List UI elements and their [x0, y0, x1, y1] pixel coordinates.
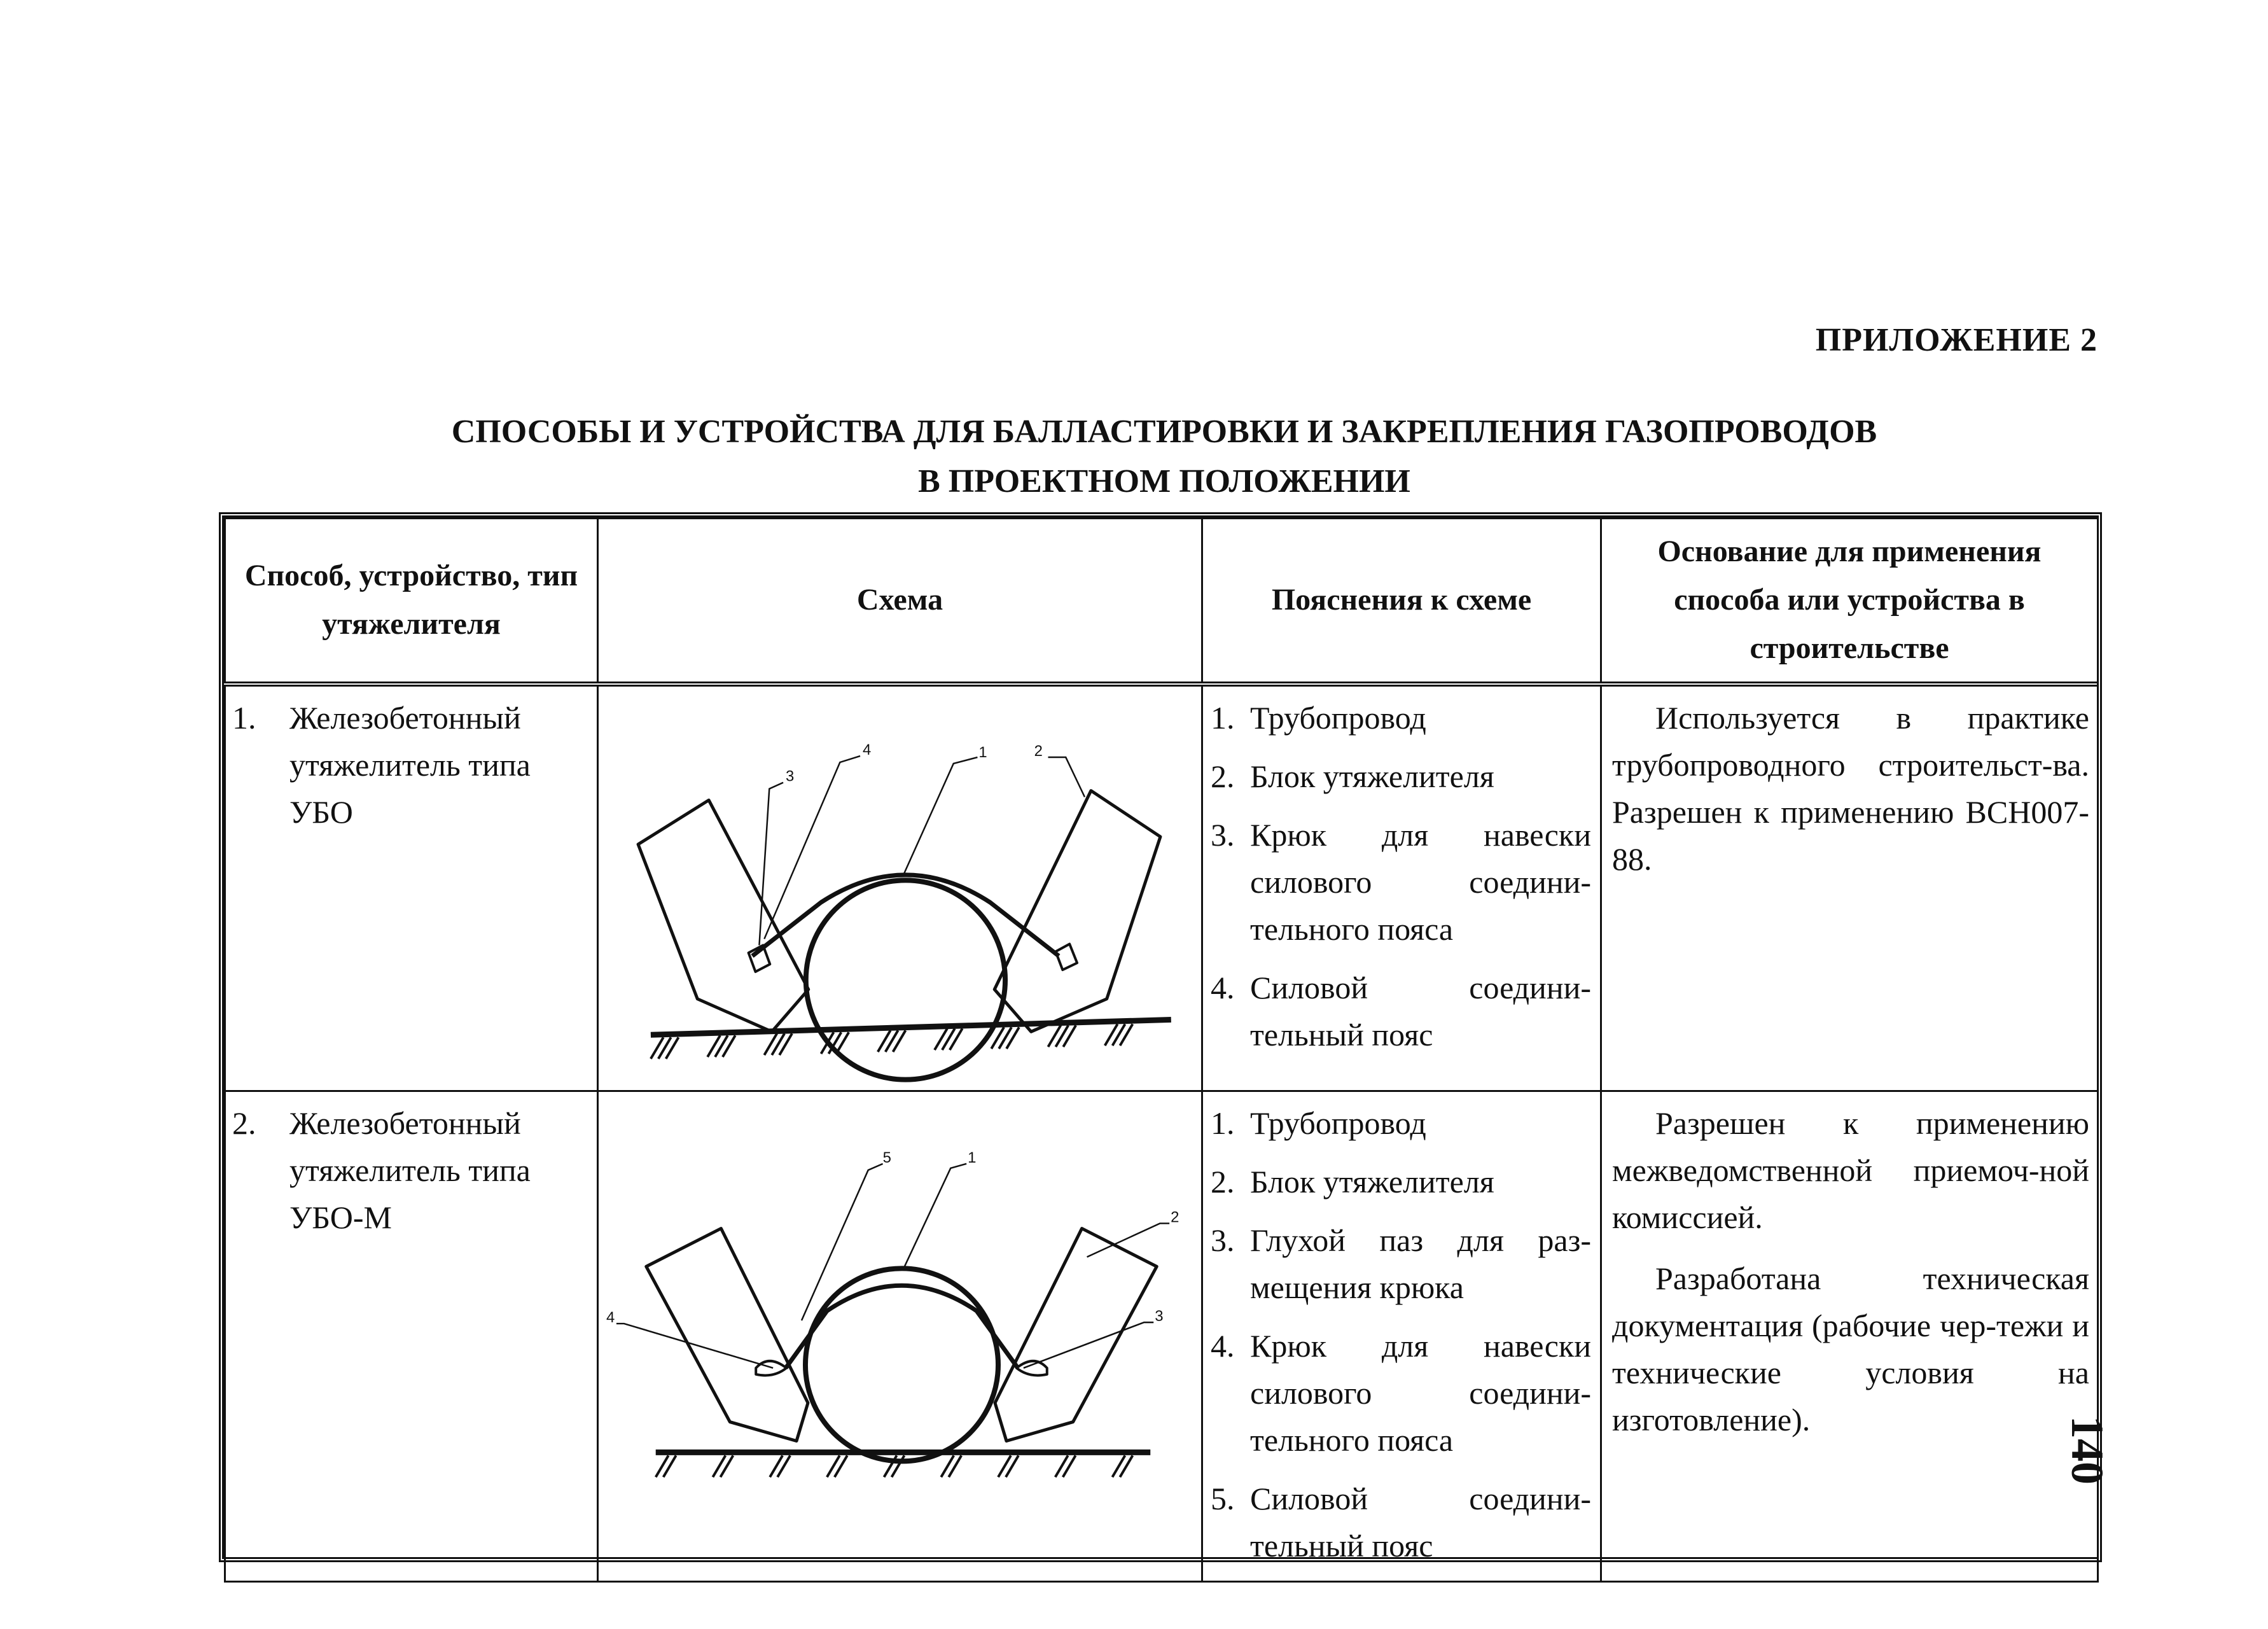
scheme-label: 5 [882, 1149, 891, 1166]
ubo-weight-diagram [599, 687, 1201, 1091]
note-item: 5. Силовой соедини-тельный пояс [1211, 1481, 1591, 1563]
power-belt [753, 874, 1059, 955]
ballast-methods-table [219, 512, 2102, 1562]
scheme-label: 3 [786, 767, 795, 785]
weight-block-left [646, 1229, 808, 1441]
table-row [225, 1091, 2098, 1582]
notes-cell [1202, 684, 1601, 1091]
power-belt [786, 1285, 1018, 1368]
note-item: 3. Крюк для навески силового соедини-тельного пояса [1211, 816, 1591, 947]
scheme-label: 4 [606, 1309, 615, 1327]
basis-cell [1601, 1091, 2098, 1582]
title-line-2: В ПРОЕКТНОМ ПОЛОЖЕНИИ [918, 463, 1410, 500]
basis-paragraph: Используется в практике трубопроводного строительст-ва. Разрешен к применению ВСН007-88. [1612, 699, 2089, 877]
scheme-label: 1 [968, 1149, 977, 1166]
row-number: 1. [232, 699, 256, 736]
table-row [225, 684, 2098, 1091]
scheme-label: 2 [1171, 1208, 1179, 1226]
table-header-row [225, 519, 2098, 684]
note-item: 4. Силовой соедини-тельный пояс [1211, 969, 1591, 1052]
notes-cell [1202, 1091, 1601, 1582]
header-notes: Пояснения к схеме [1202, 519, 1601, 684]
note-item: 4. Крюк для навески силового соедини-тельного пояса [1211, 1328, 1591, 1458]
method-cell [225, 1091, 598, 1582]
scheme-cell [598, 684, 1202, 1091]
ubo-m-weight-diagram [599, 1092, 1201, 1581]
method-line: Железобетонный [289, 699, 521, 736]
leader-lines [616, 1164, 1169, 1368]
note-item: 2. Блок утяжелителя [1211, 758, 1494, 794]
page-number: 140 [2062, 1416, 2113, 1485]
header-method: Способ, устройство, тип утяжелителя [225, 519, 598, 684]
note-item: 3. Глухой паз для раз-мещения крюка [1211, 1222, 1591, 1305]
appendix-label: ПРИЛОЖЕНИЕ 2 [1815, 322, 2098, 358]
weight-block-left [638, 800, 809, 1031]
hook-right [1055, 944, 1077, 970]
leader-lines [759, 756, 1085, 945]
hook-right [1017, 1361, 1047, 1376]
header-scheme: Схема [598, 519, 1202, 684]
method-line: утяжелитель типа [289, 746, 531, 783]
basis-paragraph: Разрешен к применению межведомственной приемоч-ной комиссией. [1612, 1105, 2089, 1235]
title-line-1: СПОСОБЫ И УСТРОЙСТВА ДЛЯ БАЛЛАСТИРОВКИ И ЗАКРЕПЛЕНИЯ ГАЗОПРОВОДОВ [451, 414, 1877, 450]
scheme-label: 1 [978, 743, 987, 761]
scheme-label: 4 [863, 741, 872, 759]
note-item: 1. Трубопровод [1211, 699, 1426, 736]
scheme-label: 3 [1155, 1308, 1164, 1325]
header-basis: Основание для применения способа или устройства в строительстве [1601, 519, 2098, 684]
weight-block-right [995, 1229, 1157, 1441]
method-line: Железобетонный [289, 1105, 521, 1141]
row-number: 2. [232, 1105, 256, 1141]
pipeline-circle [805, 1268, 998, 1461]
ground-hatching [656, 1455, 1133, 1477]
method-line: УБО-М [289, 1199, 392, 1235]
ground-line [651, 1019, 1171, 1035]
document-title [216, 407, 2112, 507]
method-line: утяжелитель типа [289, 1152, 531, 1188]
note-item: 1. Трубопровод [1211, 1105, 1426, 1141]
method-line: УБО [289, 794, 353, 830]
scheme-cell [598, 1091, 1202, 1582]
pipeline-circle [806, 880, 1005, 1079]
weight-block-right [994, 790, 1160, 1031]
note-item: 2. Блок утяжелителя [1211, 1164, 1494, 1199]
method-cell [225, 684, 598, 1091]
scheme-label: 2 [1034, 742, 1043, 760]
basis-cell [1601, 684, 2098, 1091]
basis-paragraph: Разработана техническая документация (рабочие чер-тежи и технические условия на изготовление). [1612, 1261, 2089, 1437]
